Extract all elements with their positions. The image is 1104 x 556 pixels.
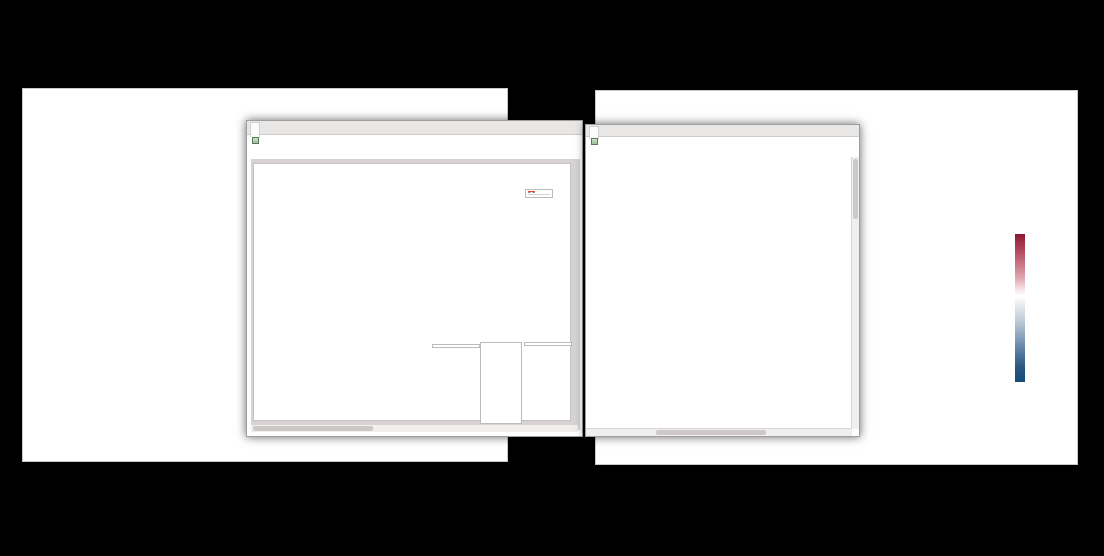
cart-vscrollbar[interactable] bbox=[851, 157, 859, 429]
cart-worksheet-line bbox=[591, 138, 600, 145]
heatmap-legend-gradient bbox=[1015, 234, 1025, 382]
cap-strips bbox=[480, 342, 522, 424]
heatmap-column bbox=[863, 187, 987, 436]
cart-hscrollbar[interactable] bbox=[586, 428, 852, 436]
sixpack-hscroll-thumb[interactable] bbox=[253, 426, 373, 431]
sixpack-canvas bbox=[251, 159, 580, 430]
legend-within-swatch bbox=[528, 192, 535, 193]
cap-within-table bbox=[432, 344, 480, 348]
hist-legend bbox=[525, 189, 553, 198]
sixpack-tab[interactable] bbox=[250, 122, 260, 137]
worksheet-icon bbox=[591, 138, 598, 145]
cart-hscroll-thumb[interactable] bbox=[656, 430, 766, 435]
sixpack-sheet bbox=[253, 163, 571, 421]
sixpack-tabbar bbox=[247, 121, 582, 135]
sixpack-hscrollbar[interactable] bbox=[251, 424, 578, 432]
worksheet-icon bbox=[252, 137, 259, 144]
worksheet-line bbox=[252, 137, 261, 144]
cart-tabbar bbox=[586, 125, 859, 137]
cap-overall-table bbox=[524, 342, 572, 346]
cart-window bbox=[585, 124, 860, 437]
cart-vscroll-thumb[interactable] bbox=[853, 159, 858, 219]
tree-connectors bbox=[586, 125, 859, 436]
sixpack-window bbox=[246, 120, 583, 437]
sixpack-charts bbox=[254, 164, 572, 422]
legend-spec-title bbox=[528, 194, 550, 196]
